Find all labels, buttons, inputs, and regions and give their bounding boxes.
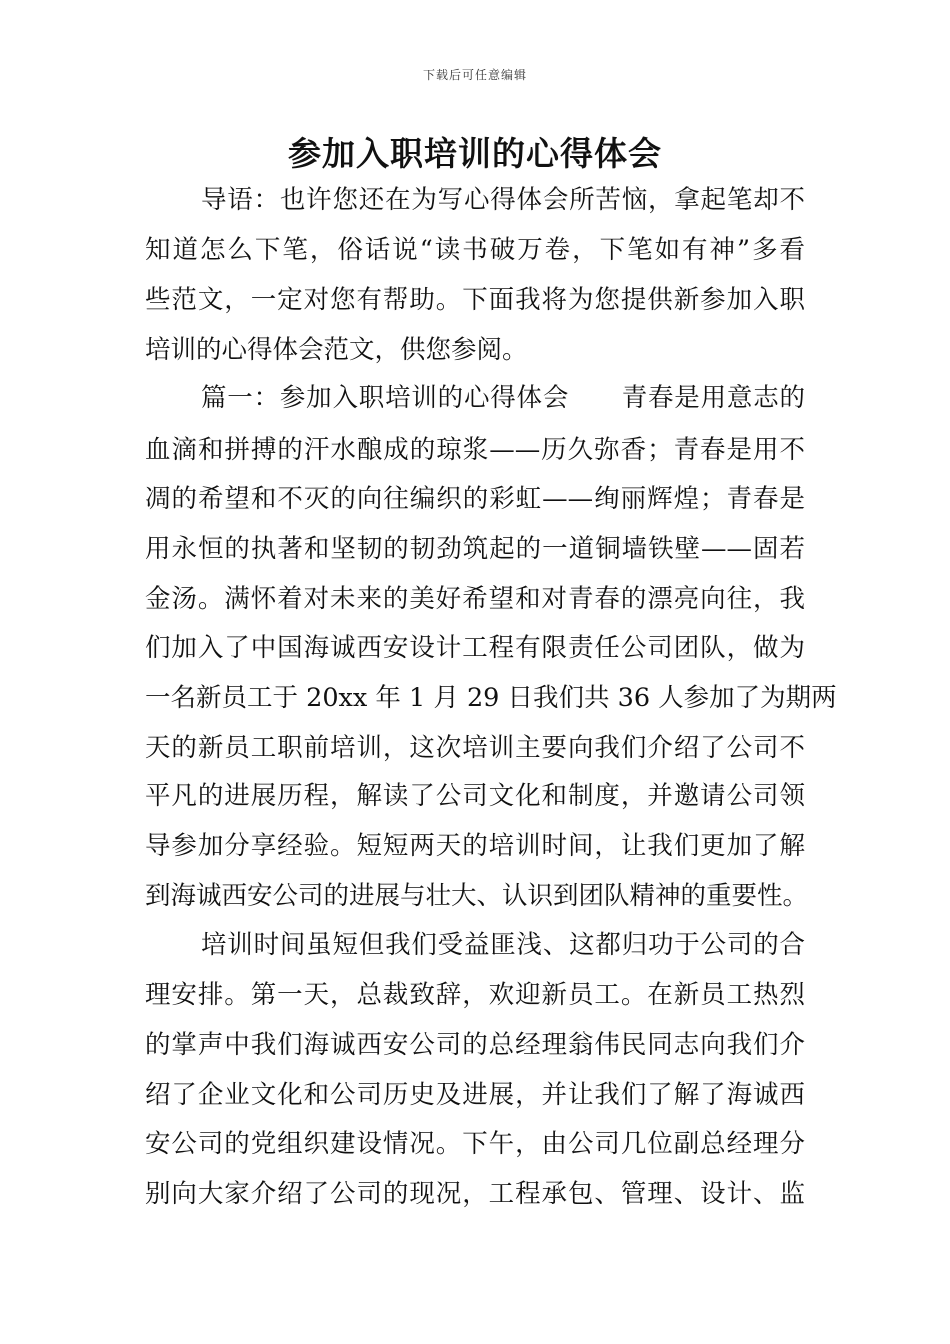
paragraph-line: 培训时间虽短但我们受益匪浅、这都归功于公司的合 — [201, 930, 805, 960]
paragraph-line: 知道怎么下笔，俗话说“读书破万卷，下笔如有神”多看 — [145, 235, 805, 265]
paragraph-line: 篇一：参加入职培训的心得体会 青春是用意志的 — [201, 383, 805, 413]
paragraph-line: 平凡的进展历程，解读了公司文化和制度，并邀请公司领 — [145, 781, 805, 811]
paragraph-line: 些范文，一定对您有帮助。下面我将为您提供新参加入职 — [145, 285, 805, 315]
paragraph-line: 别向大家介绍了公司的现况，工程承包、管理、设计、监 — [145, 1179, 805, 1209]
paragraph-line: 一名新员工于 20xx 年 1 月 29 日我们共 36 人参加了为期两 — [145, 683, 837, 713]
paragraph-line: 金汤。满怀着对未来的美好希望和对青春的漂亮向往，我 — [145, 584, 805, 614]
paragraph-line: 理安排。第一天，总裁致辞，欢迎新员工。在新员工热烈 — [145, 980, 805, 1010]
paragraph-line: 凋的希望和不灭的向往编织的彩虹——绚丽辉煌；青春是 — [145, 484, 805, 514]
paragraph-line: 导语：也许您还在为写心得体会所苦恼，拿起笔却不 — [201, 185, 805, 215]
document-title: 参加入职培训的心得体会 — [288, 134, 662, 173]
paragraph-line: 天的新员工职前培训，这次培训主要向我们介绍了公司不 — [145, 733, 805, 763]
paragraph-line: 用永恒的执著和坚韧的韧劲筑起的一道铜墙铁壁——固若 — [145, 534, 805, 564]
paragraph-line: 到海诚西安公司的进展与壮大、认识到团队精神的重要性。 — [145, 881, 809, 911]
paragraph-line: 的掌声中我们海诚西安公司的总经理翁伟民同志向我们介 — [145, 1030, 805, 1060]
header-note: 下载后可任意编辑 — [422, 68, 527, 82]
paragraph-line: 绍了企业文化和公司历史及进展，并让我们了解了海诚西 — [145, 1080, 805, 1110]
paragraph-line: 安公司的党组织建设情况。下午，由公司几位副总经理分 — [145, 1129, 805, 1159]
paragraph-line: 们加入了中国海诚西安设计工程有限责任公司团队，做为 — [145, 633, 805, 663]
paragraph-line: 导参加分享经验。短短两天的培训时间，让我们更加了解 — [145, 831, 805, 861]
paragraph-line: 培训的心得体会范文，供您参阅。 — [145, 335, 528, 365]
paragraph-line: 血滴和拼搏的汗水酿成的琼浆——历久弥香；青春是用不 — [145, 435, 805, 465]
